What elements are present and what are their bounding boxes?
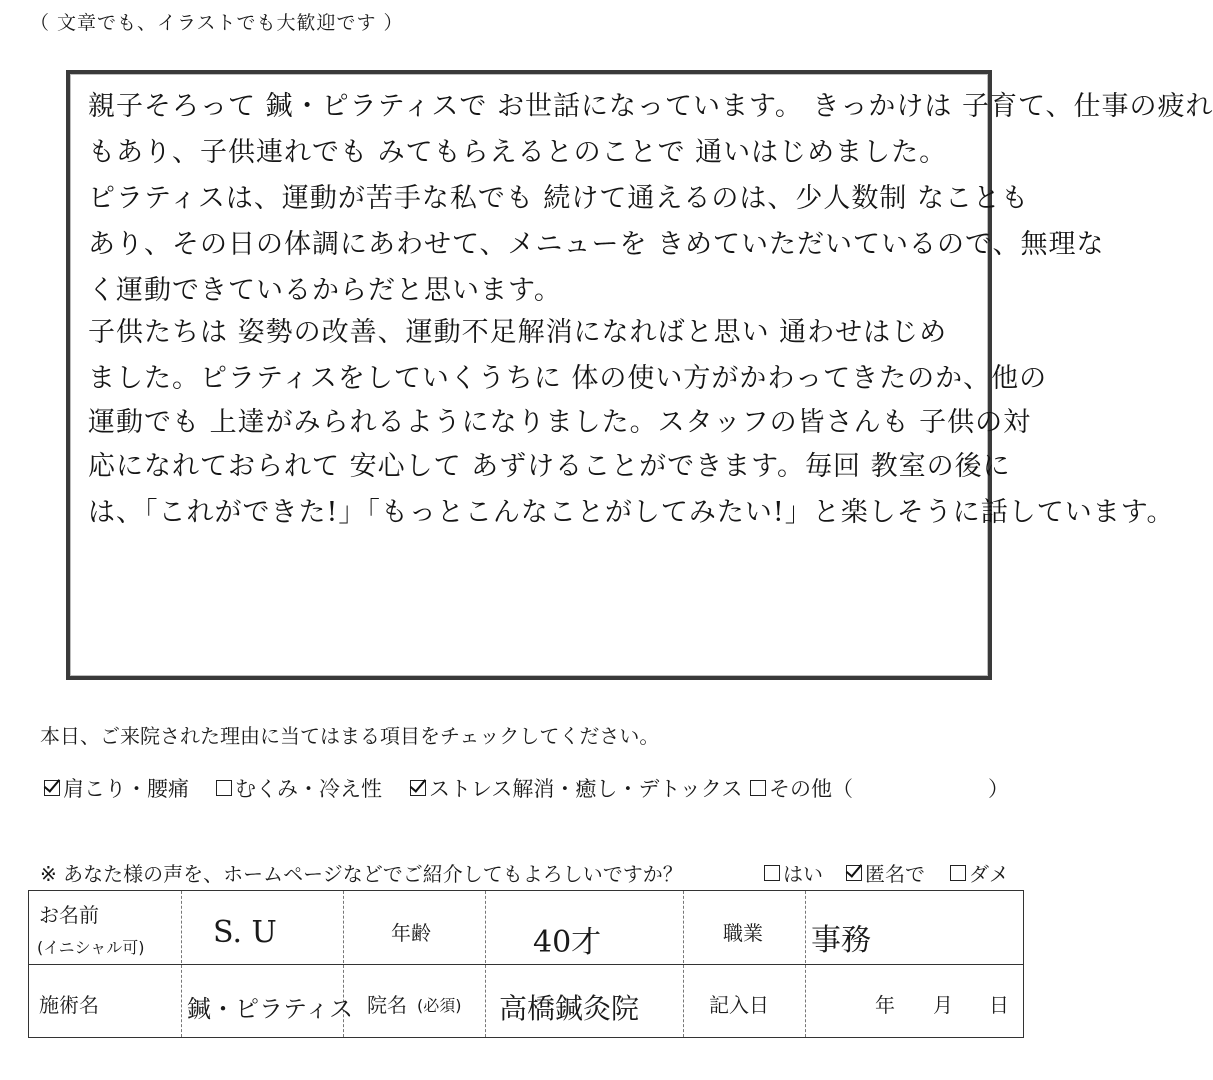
clinic-sub-label: (必須): [417, 996, 462, 1015]
treatment-label: 施術名: [39, 993, 99, 1017]
table-divider: [805, 891, 806, 1037]
reason-other-close: ）: [988, 777, 1009, 801]
treatment-value[interactable]: 鍼・ピラティス: [187, 995, 354, 1023]
comment-box: [66, 70, 1213, 680]
clinic-label: 院名: [367, 993, 407, 1017]
table-divider: [683, 891, 684, 1037]
date-year-label: 年: [875, 993, 895, 1017]
age-value[interactable]: 40才: [533, 925, 602, 960]
comment-line: く運動できているからだと思います。: [88, 275, 562, 306]
comment-line: 応になれておられて 安心して あずけることができます。毎回 教室の後に: [88, 451, 1011, 482]
consent-option-anonymous[interactable]: [846, 858, 925, 887]
checkbox[interactable]: [750, 780, 766, 796]
date-day-label: 日: [989, 993, 1009, 1017]
date-month-label: 月: [933, 993, 953, 1017]
checkbox[interactable]: [764, 865, 780, 881]
checkbox[interactable]: [216, 780, 232, 796]
checkbox[interactable]: [950, 865, 966, 881]
comment-line: 親子そろって 鍼・ピラティスで お世話になっています。 きっかけは 子育て、仕事の疲れ: [88, 91, 1213, 122]
checkbox[interactable]: [410, 780, 426, 796]
age-label: 年齢: [391, 921, 431, 945]
comment-line: あり、その日の体調にあわせて、メニューを きめていただいているので、無理な: [88, 229, 1105, 260]
consent-question: ※ あなた様の声を、ホームページなどでご紹介してもよろしいですか？: [40, 862, 683, 886]
info-table: [28, 890, 1024, 1038]
header-note: （ 文章でも、イラストでも大歓迎です ）: [30, 12, 404, 34]
reason-option-label: ストレス解消・癒し・デトックス: [429, 777, 743, 801]
comment-line: ピラティスは、運動が苦手な私でも 続けて通えるのは、少人数制 なことも: [88, 183, 1030, 214]
reason-option-label: その他（: [769, 777, 853, 801]
consent-option-label: はい: [783, 862, 823, 886]
checkbox[interactable]: [44, 780, 60, 796]
checkbox[interactable]: [846, 865, 862, 881]
reason-option-stress[interactable]: [410, 773, 743, 803]
consent-option-yes[interactable]: [764, 858, 823, 887]
table-divider: [181, 891, 182, 1037]
reason-options: [40, 773, 1050, 803]
date-label: 記入日: [709, 993, 769, 1017]
name-value[interactable]: S. U: [213, 915, 277, 950]
table-divider: [29, 964, 1023, 965]
comment-line: 子供たちは 姿勢の改善、運動不足解消になればと思い 通わせはじめ: [88, 317, 948, 348]
job-label: 職業: [723, 921, 763, 945]
comment-line: は、「これができた!」「もっとこんなことがしてみたい!」と楽しそうに話しています。: [88, 497, 1175, 528]
comment-line: 運動でも 上達がみられるようになりました。スタッフの皆さんも 子供の対: [88, 407, 1032, 438]
reason-option-label: 肩こり・腰痛: [63, 777, 189, 801]
consent-option-no[interactable]: [950, 858, 1009, 887]
reason-option-other[interactable]: [750, 773, 853, 803]
consent-option-label: ダメ: [969, 862, 1009, 886]
consent-line: [40, 858, 1060, 888]
consent-option-label: 匿名で: [865, 862, 925, 886]
name-label: お名前: [39, 903, 99, 927]
reason-option-swelling[interactable]: [216, 773, 382, 803]
clinic-value[interactable]: 高橋鍼灸院: [499, 992, 640, 1025]
comment-line: ました。ピラティスをしていくうちに 体の使い方がかわってきたのか、他の: [88, 363, 1048, 394]
name-sub-label: (イニシャル可): [37, 938, 145, 957]
job-value[interactable]: 事務: [811, 923, 871, 958]
comment-line: もあり、子供連れでも みてもらえるとのことで 通いはじめました。: [88, 137, 948, 168]
table-divider: [485, 891, 486, 1037]
reason-option-label: むくみ・冷え性: [235, 777, 382, 801]
reason-option-shoulder[interactable]: [44, 773, 189, 803]
reason-question: 本日、ご来院された理由に当てはまる項目をチェックしてください。: [40, 724, 660, 748]
